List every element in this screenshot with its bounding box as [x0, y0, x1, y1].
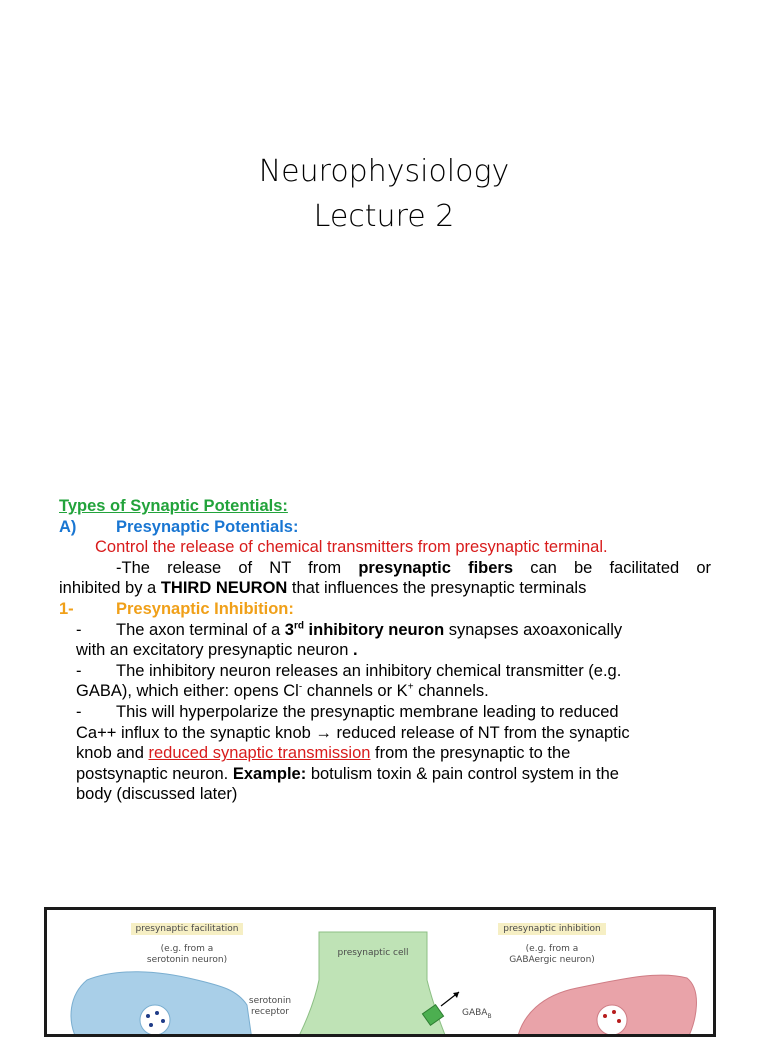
- bullet-2-sup-2: +: [407, 681, 414, 693]
- lecture-content: [59, 496, 711, 805]
- inhibition-label-box: [477, 924, 627, 935]
- inhibited-part-1: inhibited by a: [59, 579, 161, 598]
- bullet-3-line-4-b: botulism toxin & pain control system in the: [306, 764, 619, 783]
- bullet-1-bold-a: 3: [284, 620, 294, 639]
- inhibited-line: [59, 578, 711, 599]
- release-line: [59, 558, 711, 579]
- example-bold: Example:: [232, 764, 307, 783]
- bullet-1-part-2: synapses axoaxonically: [444, 620, 623, 639]
- inhibition-label: presynaptic inhibition: [498, 923, 605, 935]
- bullet-2-dash: -: [76, 661, 82, 680]
- reduced-transmission-text: reduced synaptic transmission: [148, 744, 371, 763]
- bullet-1-sup: rd: [293, 620, 304, 632]
- serotonin-receptor-label-2: receptor: [251, 1007, 289, 1017]
- facilitation-label-box: [117, 924, 257, 935]
- vesicle-dot: [146, 1014, 150, 1018]
- title-line-2: Lecture 2: [313, 199, 455, 234]
- vesicle-dot: [603, 1014, 607, 1018]
- bullet-3-dash: -: [76, 702, 82, 721]
- bullet-1-part-1: The axon terminal of a: [116, 620, 285, 639]
- bullet-1-dash: -: [76, 620, 82, 639]
- control-line: Control the release of chemical transmitters from presynaptic terminal.: [95, 538, 608, 557]
- section-1-title: Presynaptic Inhibition:: [116, 599, 294, 618]
- facilitation-sub-2: serotonin neuron): [146, 955, 228, 965]
- vesicle-dot: [617, 1019, 621, 1023]
- vesicle-dot: [161, 1019, 165, 1023]
- bullet-2-part-1: The inhibitory neuron releases an inhibitory chemical transmitter (e.g.: [116, 661, 622, 680]
- bullet-1-line-2-dot: .: [352, 641, 358, 660]
- presynaptic-cell-label: presynaptic cell: [337, 948, 409, 958]
- section-1-marker: 1-: [59, 599, 74, 618]
- section-a-title: Presynaptic Potentials:: [116, 517, 299, 536]
- facilitation-vesicle: [140, 1005, 170, 1034]
- title-line-1: Neurophysiology: [258, 154, 510, 189]
- bullet-3-line-3-b: from the presynaptic to the: [370, 744, 571, 763]
- facilitation-label: presynaptic facilitation: [131, 923, 244, 935]
- gaba-sub: B: [487, 1012, 492, 1020]
- inhibition-sub-1: (e.g. from a: [525, 944, 579, 954]
- section-heading: [59, 496, 711, 517]
- inhibited-part-2: that influences the presynaptic terminals: [287, 579, 587, 598]
- inhibition-vesicle: [597, 1005, 627, 1034]
- bullet-3-line-1: [59, 702, 711, 723]
- gaba-label: [462, 1008, 502, 1022]
- bullet-2-line-2: [59, 681, 711, 702]
- release-bold: presynaptic fibers: [358, 558, 514, 577]
- bullet-3-line-2: Ca++ influx to the synaptic knob → reduced release of NT from the synaptic: [76, 723, 630, 742]
- bullet-2-line-2-b: channels or K: [302, 682, 408, 701]
- synapse-figure: [44, 907, 716, 1037]
- section-a-marker: A): [59, 517, 77, 536]
- serotonin-receptor-label-1: serotonin: [248, 996, 292, 1006]
- bullet-2-line-1: [59, 661, 711, 682]
- bullet-1-line-1: [59, 620, 711, 641]
- bullet-3-line-3: [59, 743, 711, 764]
- vesicle-dot: [155, 1011, 159, 1015]
- bullet-2-sup-1: -: [298, 681, 303, 693]
- section-1-heading: [59, 599, 711, 620]
- bullet-2-line-2-c: channels.: [413, 682, 489, 701]
- inhibited-bold: THIRD NEURON: [160, 579, 288, 598]
- bullet-3-line-5: body (discussed later): [76, 785, 238, 804]
- vesicle-dot: [612, 1010, 616, 1014]
- bullet-1-bold-b: inhibitory neuron: [303, 620, 445, 639]
- section-a-heading: [59, 517, 711, 538]
- bullet-3-line-4-a: postsynaptic neuron.: [76, 764, 233, 783]
- facilitation-sub-1: (e.g. from a: [160, 944, 214, 954]
- types-heading: Types of Synaptic Potentials:: [59, 497, 288, 515]
- bullet-1-line-2-text: with an excitatory presynaptic neuron: [76, 641, 353, 660]
- gaba-text: GABA: [462, 1008, 488, 1018]
- bullet-3-line-4: [59, 764, 711, 785]
- bullet-1-line-2: [59, 640, 711, 661]
- release-part-2: can be facilitated or: [513, 558, 712, 577]
- inhibition-sub-2: GABAergic neuron): [509, 955, 595, 965]
- bullet-3-part-1: This will hyperpolarize the presynaptic membrane leading to reduced: [116, 702, 619, 721]
- release-part-1: -The release of NT from: [116, 558, 359, 577]
- bullet-3-line-3-a: knob and: [76, 744, 149, 763]
- bullet-2-line-2-a: GABA), which either: opens Cl: [76, 682, 299, 701]
- gaba-arrowhead: [453, 992, 459, 998]
